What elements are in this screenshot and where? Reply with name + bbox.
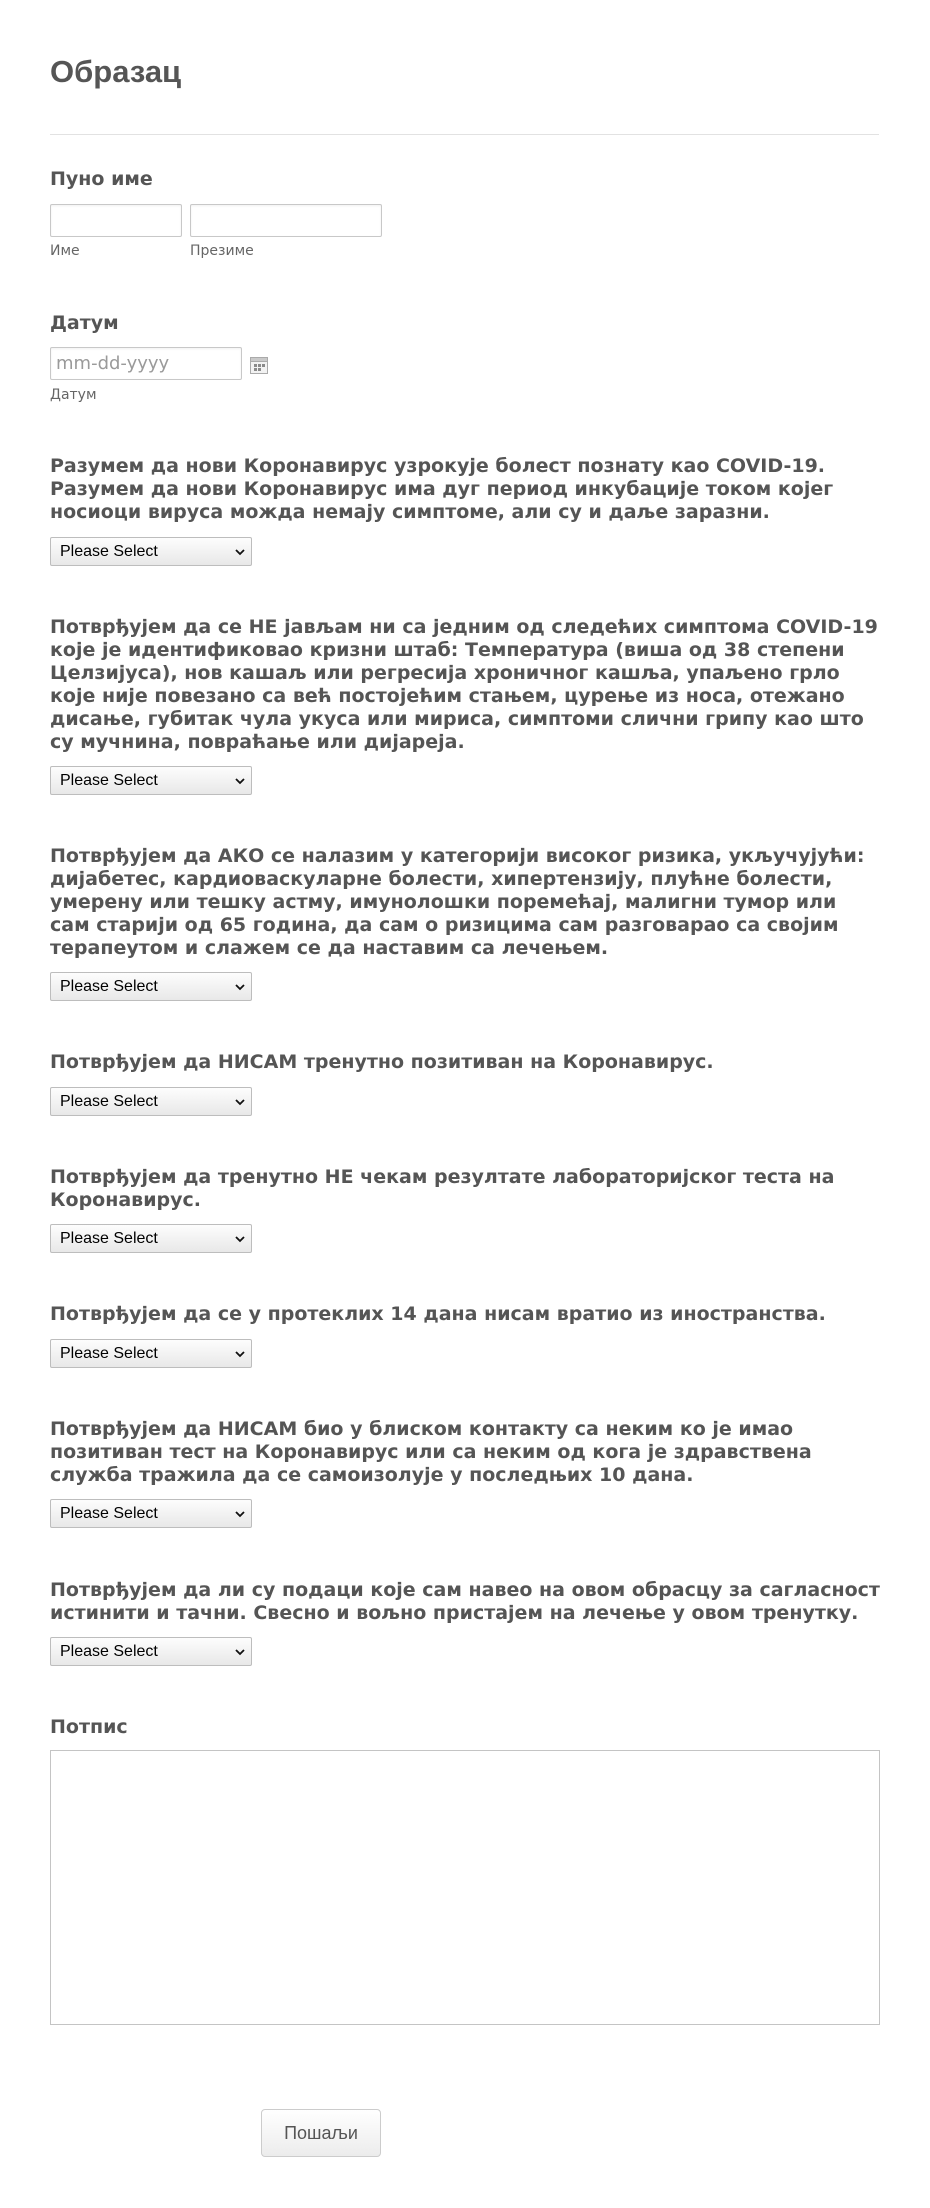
chevron-down-icon — [235, 1234, 245, 1244]
signature-label: Потпис — [50, 1716, 128, 1738]
question-5-select[interactable] — [50, 1224, 252, 1253]
chevron-down-icon — [235, 1349, 245, 1359]
signature-pad[interactable] — [50, 1750, 880, 2025]
question-4-label: Потврђујем да НИСАМ тренутно позитиван на Коронавирус. — [50, 1051, 714, 1073]
question-7-label: Потврђујем да НИСАМ био у блиском контакту са неким ко је имао позитиван тест на Коронавирус или са неким од кога је здравствена служба тражила да се самоизолује у последњих 10 дана. — [50, 1418, 812, 1486]
chevron-down-icon — [235, 547, 245, 557]
date-label: Датум — [50, 312, 119, 334]
question-4-selected-value: Please Select — [60, 1093, 158, 1110]
question-4-select[interactable] — [50, 1087, 252, 1116]
question-6-select[interactable] — [50, 1339, 252, 1368]
question-7-select[interactable] — [50, 1499, 252, 1528]
question-8-select[interactable] — [50, 1637, 252, 1666]
last-name-sublabel: Презиме — [190, 243, 254, 259]
form-title: Образац — [50, 54, 182, 89]
date-sublabel: Датум — [50, 387, 97, 403]
question-1-label: Разумем да нови Коронавирус узрокује болест познату као COVID-19. Разумем да нови Коронавирус има дуг период инкубације током којег носиоци вируса можда немају симптоме, али су и даље заразни. — [50, 455, 834, 523]
question-6-label: Потврђујем да се у протеклих 14 дана нисам вратио из иностранства. — [50, 1303, 826, 1325]
date-input[interactable] — [50, 347, 242, 380]
question-1-select[interactable] — [50, 537, 252, 566]
chevron-down-icon — [235, 1509, 245, 1519]
question-8-label: Потврђујем да ли су подаци које сам навео на овом обрасцу за сагласност истинити и тачни. Свесно и вољно пристајем на лечење у овом тренутку. — [50, 1579, 880, 1624]
question-5-label: Потврђујем да тренутно НЕ чекам резултате лабораторијског теста на Коронавирус. — [50, 1166, 835, 1211]
question-1-selected-value: Please Select — [60, 543, 158, 560]
chevron-down-icon — [235, 1097, 245, 1107]
question-5-selected-value: Please Select — [60, 1230, 158, 1247]
calendar-icon[interactable] — [250, 356, 268, 374]
chevron-down-icon — [235, 776, 245, 786]
submit-button[interactable]: Пошаљи — [261, 2109, 381, 2157]
chevron-down-icon — [235, 982, 245, 992]
question-2-label: Потврђујем да се НЕ јављам ни са једним од следећих симптома COVID-19 које је идентификовао кризни штаб: Температура (виша од 38 степени Целзијуса), нов кашаљ или регресија хроничног кашља, упаљено грло које није повезано са већ постојећим стањем, цурење из носа, отежано дисање, губитак чула укуса или мириса, симптоми слични грипу као што су мучнина, повраћање или дијареја. — [50, 616, 878, 753]
chevron-down-icon — [235, 1647, 245, 1657]
question-3-select[interactable] — [50, 972, 252, 1001]
question-7-selected-value: Please Select — [60, 1505, 158, 1522]
last-name-input[interactable] — [190, 204, 382, 237]
question-3-label: Потврђујем да АКО се налазим у категорији високог ризика, укључујући: дијабетес, кардиоваскуларне болести, хипертензију, плућне болести, умерену или тешку астму, имунолошки поремећај, малигни тумор или сам старији од 65 година, да сам о ризицима сам разговарао са својим терапеутом и слажем се да наставим са лечењем. — [50, 845, 865, 959]
first-name-sublabel: Име — [50, 243, 80, 259]
question-3-selected-value: Please Select — [60, 978, 158, 995]
question-2-select[interactable] — [50, 766, 252, 795]
first-name-input[interactable] — [50, 204, 182, 237]
full-name-label: Пуно име — [50, 168, 153, 190]
header-divider — [50, 134, 879, 135]
question-8-selected-value: Please Select — [60, 1643, 158, 1660]
question-2-selected-value: Please Select — [60, 772, 158, 789]
question-6-selected-value: Please Select — [60, 1345, 158, 1362]
